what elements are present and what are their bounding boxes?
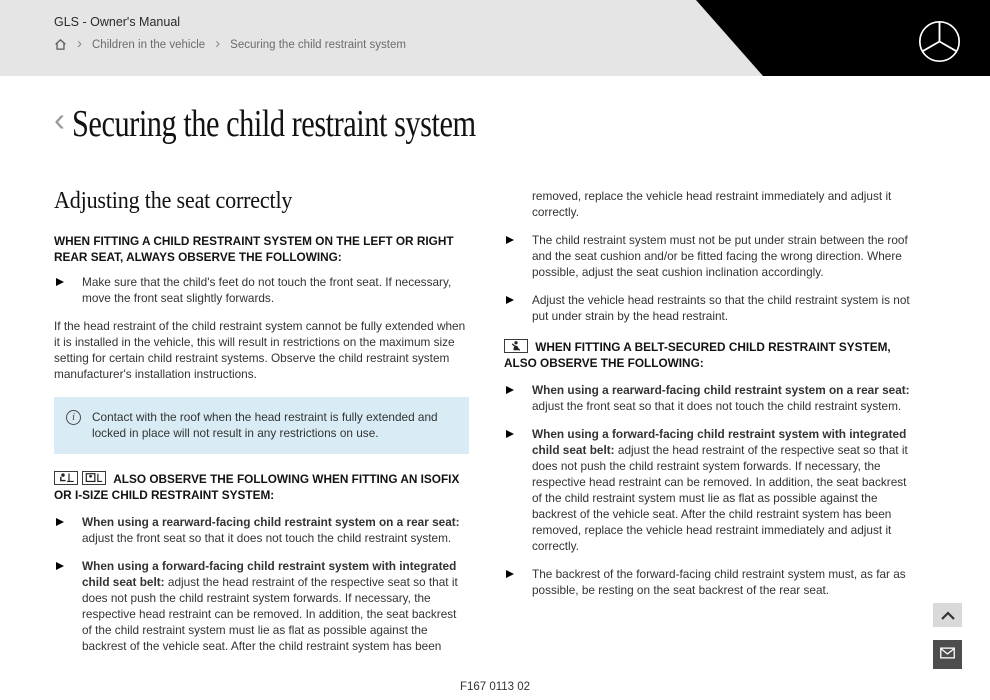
paragraph-head-restraint: If the head restraint of the child restraint system cannot be fully extended when it is installed in the vehicle, this will result in restrictions on the maximum size setting for certain child restraint systems. Observe the child restraint system manufacturer's installation instructions. [54,319,466,381]
bullet-icon [506,296,514,304]
belt-secured-heading-text: WHEN FITTING A BELT-SECURED CHILD RESTRAINT SYSTEM, ALSO OBSERVE THE FOLLOWING: [504,340,891,370]
bullet-icon [56,278,64,286]
bullet-rest: adjust the front seat so that it does not touch the child restraint system. [82,531,452,545]
bullet-icon [506,570,514,578]
isofix-icon [54,471,78,485]
bullet-item [504,566,919,598]
bullet-item [504,426,919,554]
left-column [54,188,469,666]
bullet-item [54,274,469,306]
bullet-text [532,426,919,554]
bullet-bold-lead: When using a rearward-facing child restraint system on a rear seat: [82,515,460,529]
breadcrumb-chevron-icon: › [77,34,82,52]
scroll-to-top-button[interactable] [933,603,962,627]
bullet-item [504,382,919,414]
bullet-text [82,514,469,546]
bullet-rest: adjust the front seat so that it does not touch the child restraint system. [532,399,902,413]
right-column [504,188,919,666]
breadcrumb-item-children-in-the-vehicle[interactable]: Children in the vehicle [92,38,206,51]
bullet-icon [56,518,64,526]
warning-heading: WHEN FITTING A CHILD RESTRAINT SYSTEM ON THE LEFT OR RIGHT REAR SEAT, ALWAYS OBSERVE THE FOLLOWING: [54,234,454,264]
home-icon[interactable] [54,38,67,51]
bullet-item [504,232,919,280]
info-note-text: Contact with the roof when the head restraint is fully extended and locked in place will not result in any restrictions on use. [92,410,438,440]
breadcrumb-chevron-icon: › [215,34,221,52]
info-note-box [54,397,469,454]
page-title: Securing the child restraint system [72,103,476,145]
envelope-icon [940,647,955,662]
header [0,0,990,76]
bullet-text: Make sure that the child's feet do not touch the front seat. If necessary, move the front seat slightly forwards. [82,275,452,305]
mercedes-benz-logo-icon [917,19,962,64]
app-title: GLS - Owner's Manual [54,15,181,29]
title-row [54,102,990,146]
section-heading: Adjusting the seat correctly [54,188,293,214]
isofix-heading-text: ALSO OBSERVE THE FOLLOWING WHEN FITTING AN ISOFIX OR I-SIZE CHILD RESTRAINT SYSTEM: [54,472,460,502]
bullet-item [54,514,469,546]
figure-code: F167 0113 02 [459,681,531,693]
bullet-bold-lead: When using a rearward-facing child restraint system on a rear seat: [532,383,910,397]
belt-secured-heading [504,339,919,371]
main-content [0,76,990,666]
info-icon: i [66,410,81,425]
bullet-rest: adjust the head restraint of the respective seat so that it does not push the child restraint system forwards. If necessary, the respective head restraint can be removed. In addition, the seat backrest of the child restraint system must lie as flat as possible against the backrest of the vehicle seat. After the child restraint system has been removed, replace the vehicle head restraint immediately and adjust it correctly. [532,443,908,553]
continuation-text: removed, replace the vehicle head restraint immediately and adjust it correctly. [532,189,892,219]
isofix-heading [54,471,469,503]
feedback-button[interactable] [933,640,962,669]
breadcrumb [54,34,406,52]
back-chevron-icon[interactable]: ‹ [54,101,65,138]
chevron-up-icon [941,608,955,623]
bullet-item [504,292,919,324]
bullet-icon [506,236,514,244]
bullet-text: The child restraint system must not be put under strain between the roof and the seat cushion and/or be fitted facing the wrong direction. Where possible, adjust the seat cushion inclination accordingly. [532,233,908,279]
bullet-icon [56,562,64,570]
bullet-text [532,382,919,414]
bullet-rest: adjust the head restraint of the respective seat so that it does not push the child restraint system forwards. If necessary, the respective head restraint can be removed. In addition, the seat backrest of the child restraint system must lie as flat as possible against the backrest of the vehicle seat. After the child restraint system has been [82,575,458,653]
bullet-text: Adjust the vehicle head restraints so that the child restraint system is not put under strain by the head restraint. [532,293,910,323]
breadcrumb-item-current[interactable]: Securing the child restraint system [230,38,406,51]
bullet-bold-lead: When using a forward-facing child restraint system with integrated child seat belt: [82,559,457,589]
bullet-text: The backrest of the forward-facing child restraint system must, as far as possible, be resting on the seat backrest of the rear seat. [532,567,906,597]
bullet-icon [506,386,514,394]
i-size-icon [82,471,106,485]
bullet-text [82,558,469,654]
bullet-icon [506,430,514,438]
bullet-bold-lead: When using a forward-facing child restraint system with integrated child seat belt: [532,427,907,457]
bullet-item [54,558,469,654]
belt-secured-icon [504,339,528,353]
content-columns [54,188,990,666]
header-black-corner [696,0,990,76]
